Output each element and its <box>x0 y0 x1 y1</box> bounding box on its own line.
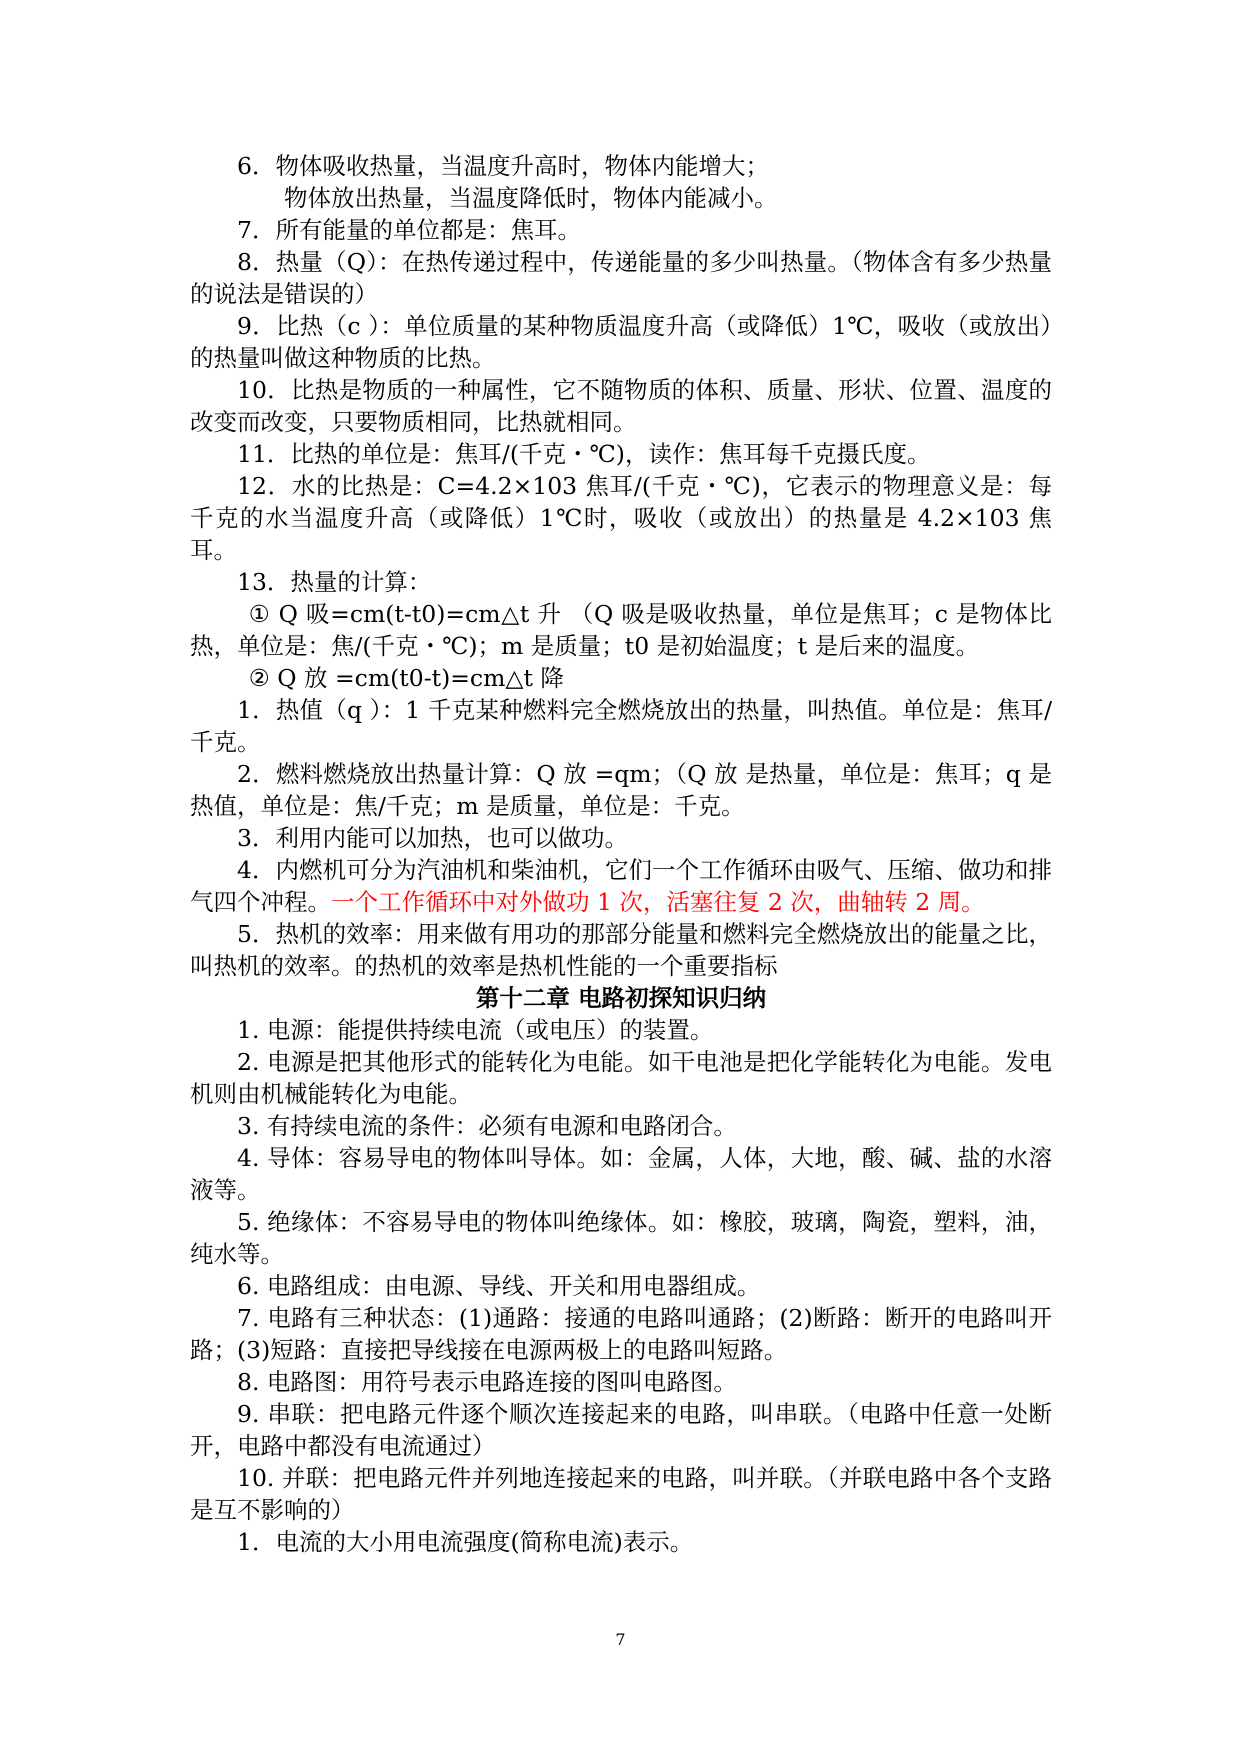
paragraph: 1. 电源：能提供持续电流（或电压）的装置。 <box>237 1016 714 1044</box>
paragraph: 7. 电路有三种状态：(1)通路：接通的电路叫通路；(2)断路：断开的电路叫开路；(3)短路：直接把导线接在电源两极上的电路叫短路。 <box>190 1304 1052 1364</box>
paragraph-engine <box>190 854 1052 918</box>
paragraph: 9. 串联：把电路元件逐个顺次连接起来的电路，叫串联。（电路中任意一处断开，电路中都没有电流通过） <box>190 1400 1052 1460</box>
paragraph: 5．热机的效率：用来做有用功的那部分能量和燃料完全燃烧放出的能量之比，叫热机的效率。的热机的效率是热机性能的一个重要指标 <box>190 920 1052 980</box>
paragraph: 12．水的比热是：C=4.2×103 焦耳/(千克・℃)，它表示的物理意义是：每千克的水当温度升高（或降低）1℃时，吸收（或放出）的热量是 4.2×103 焦耳。 <box>190 472 1052 564</box>
paragraph: 8．热量（Q）：在热传递过程中，传递能量的多少叫热量。（物体含有多少热量的说法是错误的） <box>190 248 1052 308</box>
paragraph: 物体放出热量，当温度降低时，物体内能减小。 <box>284 184 778 212</box>
paragraph: 2. 电源是把其他形式的能转化为电能。如干电池是把化学能转化为电能。发电机则由机械能转化为电能。 <box>190 1048 1052 1108</box>
paragraph: 8. 电路图：用符号表示电路连接的图叫电路图。 <box>237 1368 737 1396</box>
paragraph: 9．比热（c ）：单位质量的某种物质温度升高（或降低）1℃，吸收（或放出）的热量叫做这种物质的比热。 <box>190 312 1052 372</box>
paragraph: 4. 导体：容易导电的物体叫导体。如：金属，人体，大地，酸、碱、盐的水溶液等。 <box>190 1144 1052 1204</box>
formula-paragraph: ① Q 吸=cm(t-t0)=cm△t 升 （Q 吸是吸收热量，单位是焦耳；c 是物体比热，单位是：焦/(千克・℃)；m 是质量；t0 是初始温度；t 是后来的温度。 <box>190 600 1052 660</box>
formula-paragraph: ② Q 放 =cm(t0-t)=cm△t 降 <box>248 664 564 692</box>
paragraph: 1．电流的大小用电流强度(简称电流)表示。 <box>237 1528 694 1556</box>
paragraph: 3．利用内能可以加热，也可以做功。 <box>237 824 628 852</box>
chapter-heading: 第十二章 电路初探知识归纳 <box>475 984 767 1012</box>
paragraph: 3. 有持续电流的条件：必须有电源和电路闭合。 <box>237 1112 737 1140</box>
highlighted-text: 一个工作循环中对外做功 1 次，活塞往复 2 次，曲轴转 2 周。 <box>331 888 985 916</box>
paragraph: 6. 电路组成：由电源、导线、开关和用电器组成。 <box>237 1272 761 1300</box>
paragraph: 1．热值（q ）：1 千克某种燃料完全燃烧放出的热量，叫热值。单位是：焦耳/千克。 <box>190 696 1052 756</box>
paragraph: 11．比热的单位是：焦耳/(千克・℃)，读作：焦耳每千克摄氏度。 <box>237 440 931 468</box>
page-number: 7 <box>615 1630 626 1649</box>
paragraph: 2．燃料燃烧放出热量计算：Q 放 =qm；（Q 放 是热量，单位是：焦耳；q 是热值，单位是：焦/千克；m 是质量，单位是：千克。 <box>190 760 1052 820</box>
paragraph: 10. 并联：把电路元件并列地连接起来的电路，叫并联。（并联电路中各个支路是互不影响的） <box>190 1464 1052 1524</box>
paragraph: 6．物体吸收热量，当温度升高时，物体内能增大； <box>237 152 769 180</box>
document-body <box>190 150 1052 1558</box>
paragraph: 10．比热是物质的一种属性，它不随物质的体积、质量、形状、位置、温度的改变而改变，只要物质相同，比热就相同。 <box>190 376 1052 436</box>
paragraph: 13．热量的计算： <box>237 568 432 596</box>
paragraph: 5. 绝缘体：不容易导电的物体叫绝缘体。如：橡胶，玻璃，陶瓷，塑料，油，纯水等。 <box>190 1208 1052 1268</box>
paragraph: 7．所有能量的单位都是：焦耳。 <box>237 216 581 244</box>
engine-text: 4．内燃机可分为汽油机和柴油机，它们一个工作循环由吸气、压缩、做功和排气四个冲程。 <box>190 856 1052 916</box>
